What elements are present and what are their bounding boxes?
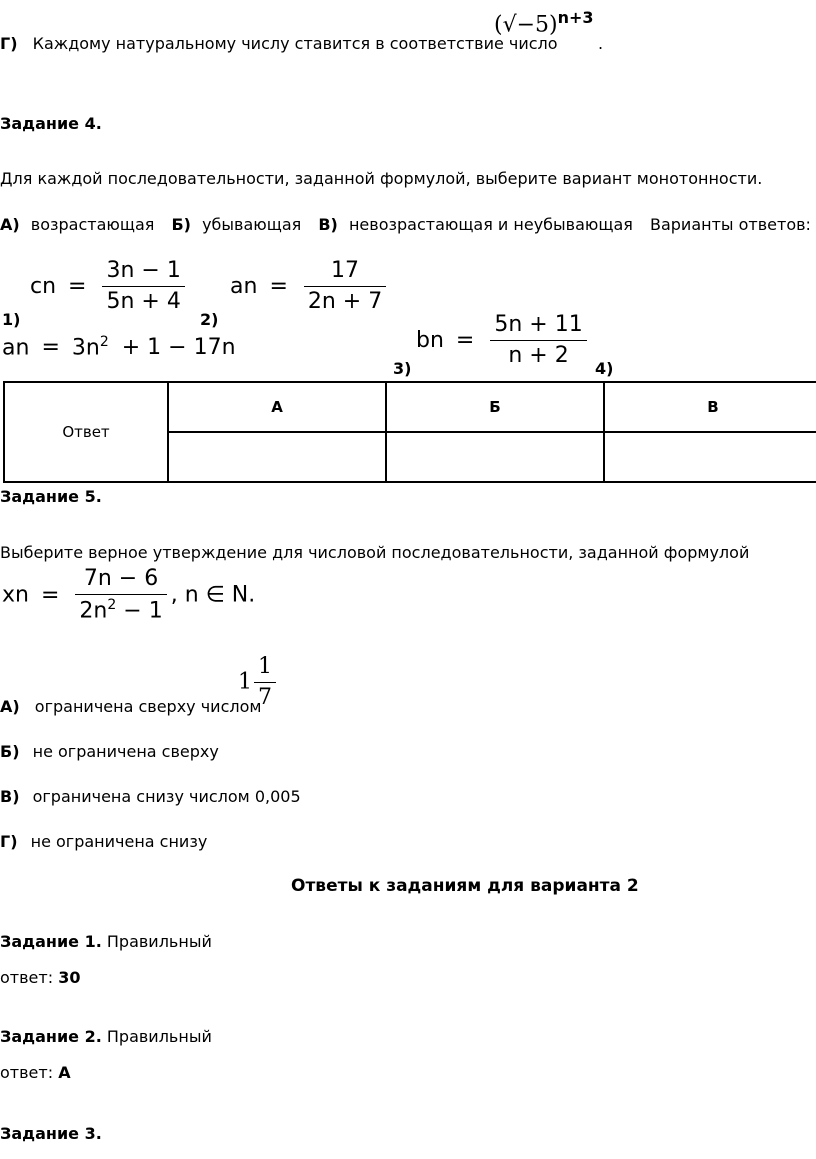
item-4-number: 4) <box>595 359 614 378</box>
option-label: В) <box>0 787 20 806</box>
task4-heading: Задание 4. <box>0 114 102 133</box>
answer-cell-a[interactable] <box>168 432 386 482</box>
den-b: − 1 <box>123 598 163 624</box>
trail-dot: . <box>598 34 604 53</box>
formula-3: an = $3n^2 + 1 - 17n$ <box>2 334 236 361</box>
task4-intro: Для каждой последовательности, заданной формулой, выберите вариант монотонности. <box>0 169 763 188</box>
formula-expr-a: 3n <box>71 335 100 361</box>
option-v-text: невозрастающая и неубывающая <box>348 215 633 234</box>
option-label: Г) <box>0 34 18 53</box>
formula-denominator <box>75 595 166 625</box>
answer-2 <box>0 1027 212 1046</box>
formula-2: an = $\frac{17}{2n + 7}$ <box>230 258 390 316</box>
option-text: ограничена снизу числом 0,005 <box>32 787 301 806</box>
formula-tail: , n ∈ N. <box>170 582 256 608</box>
item-2-number: 2) <box>200 310 219 329</box>
formula-1: cn = $\frac{3n - 1}{5n + 4}$ <box>30 258 189 316</box>
option-text: Каждому натуральному числу ставится в соответствие число <box>32 34 558 53</box>
answer-value: 30 <box>58 968 81 987</box>
answer-table <box>3 381 816 483</box>
formula-lhs: bn <box>416 327 444 353</box>
table-header-v: В <box>604 382 816 432</box>
option-a-label: А) <box>0 215 20 234</box>
task3-option-g <box>0 34 558 53</box>
answer-value: А <box>58 1063 71 1082</box>
formula-denominator: 2n + 7 <box>307 289 383 315</box>
formula-lhs: cn <box>30 273 57 299</box>
task5-option-a <box>0 697 261 716</box>
task5-option-b <box>0 742 219 761</box>
answer-text: Правильный <box>106 932 212 951</box>
answer-label: ответ: <box>0 968 54 987</box>
mixed-den: 7 <box>258 685 272 711</box>
answer-label: ответ: <box>0 1063 54 1082</box>
power-formula <box>494 8 594 39</box>
formula-numerator: 5n + 11 <box>490 312 586 341</box>
formula-base: (√−5) <box>494 12 558 38</box>
table-row-label: Ответ <box>4 382 168 482</box>
formula-numerator: 17 <box>304 258 386 287</box>
formula-denominator: 5n + 4 <box>106 289 181 315</box>
task5-heading: Задание 5. <box>0 487 102 506</box>
formula-xn: xn = $\frac{7n - 6}{2n^2 - 1}$ , n ∈ N. <box>2 566 256 624</box>
formula-numerator: 3n − 1 <box>102 258 184 287</box>
answer-2-value <box>0 1063 71 1082</box>
formula-lhs: an <box>2 335 30 361</box>
table-header-a: А <box>168 382 386 432</box>
task5-option-v <box>0 787 301 806</box>
mixed-whole: 1 <box>238 669 252 695</box>
option-text: не ограничена сверху <box>32 742 219 761</box>
formula-expr-b: + 1 − 17n <box>121 335 236 361</box>
formula-denominator: n + 2 <box>508 343 569 369</box>
den-sup: 2 <box>107 597 117 614</box>
formula-numerator: 7n − 6 <box>75 566 166 595</box>
answer-text: Правильный <box>106 1027 212 1046</box>
item-1-number: 1) <box>2 310 21 329</box>
formula-lhs: xn <box>2 582 29 608</box>
option-text: ограничена сверху числом <box>34 697 262 716</box>
table-header-b: Б <box>386 382 604 432</box>
answer-cell-b[interactable] <box>386 432 604 482</box>
option-label: А) <box>0 697 20 716</box>
variants-label: Варианты ответов: <box>649 215 811 234</box>
answers-title: Ответы к заданиям для варианта 2 <box>291 876 639 896</box>
task5-intro: Выберите верное утверждение для числовой последовательности, заданной формулой <box>0 543 750 562</box>
option-a-text: возрастающая <box>30 215 155 234</box>
answer-heading: Задание 1. <box>0 932 102 951</box>
option-v-label: В) <box>318 215 338 234</box>
option-b-text: убывающая <box>202 215 302 234</box>
formula-lhs: an <box>230 273 258 299</box>
formula-expr-sup: 2 <box>99 334 109 350</box>
den-a: 2n <box>79 598 108 624</box>
answer-cell-v[interactable] <box>604 432 816 482</box>
item-3-number: 3) <box>393 359 412 378</box>
monotonicity-options <box>0 215 811 234</box>
option-label: Б) <box>0 742 20 761</box>
mixed-num: 1 <box>254 654 276 683</box>
option-text: не ограничена снизу <box>30 832 208 851</box>
formula-4: bn = $\frac{5n + 11}{n + 2}$ <box>416 312 591 370</box>
task5-option-g <box>0 832 207 851</box>
answer-heading: Задание 2. <box>0 1027 102 1046</box>
answer-1 <box>0 932 212 951</box>
answer-1-value <box>0 968 80 987</box>
option-b-label: Б) <box>171 215 191 234</box>
formula-exponent: n+3 <box>557 8 594 27</box>
option-label: Г) <box>0 832 18 851</box>
answer-3-heading: Задание 3. <box>0 1124 102 1143</box>
